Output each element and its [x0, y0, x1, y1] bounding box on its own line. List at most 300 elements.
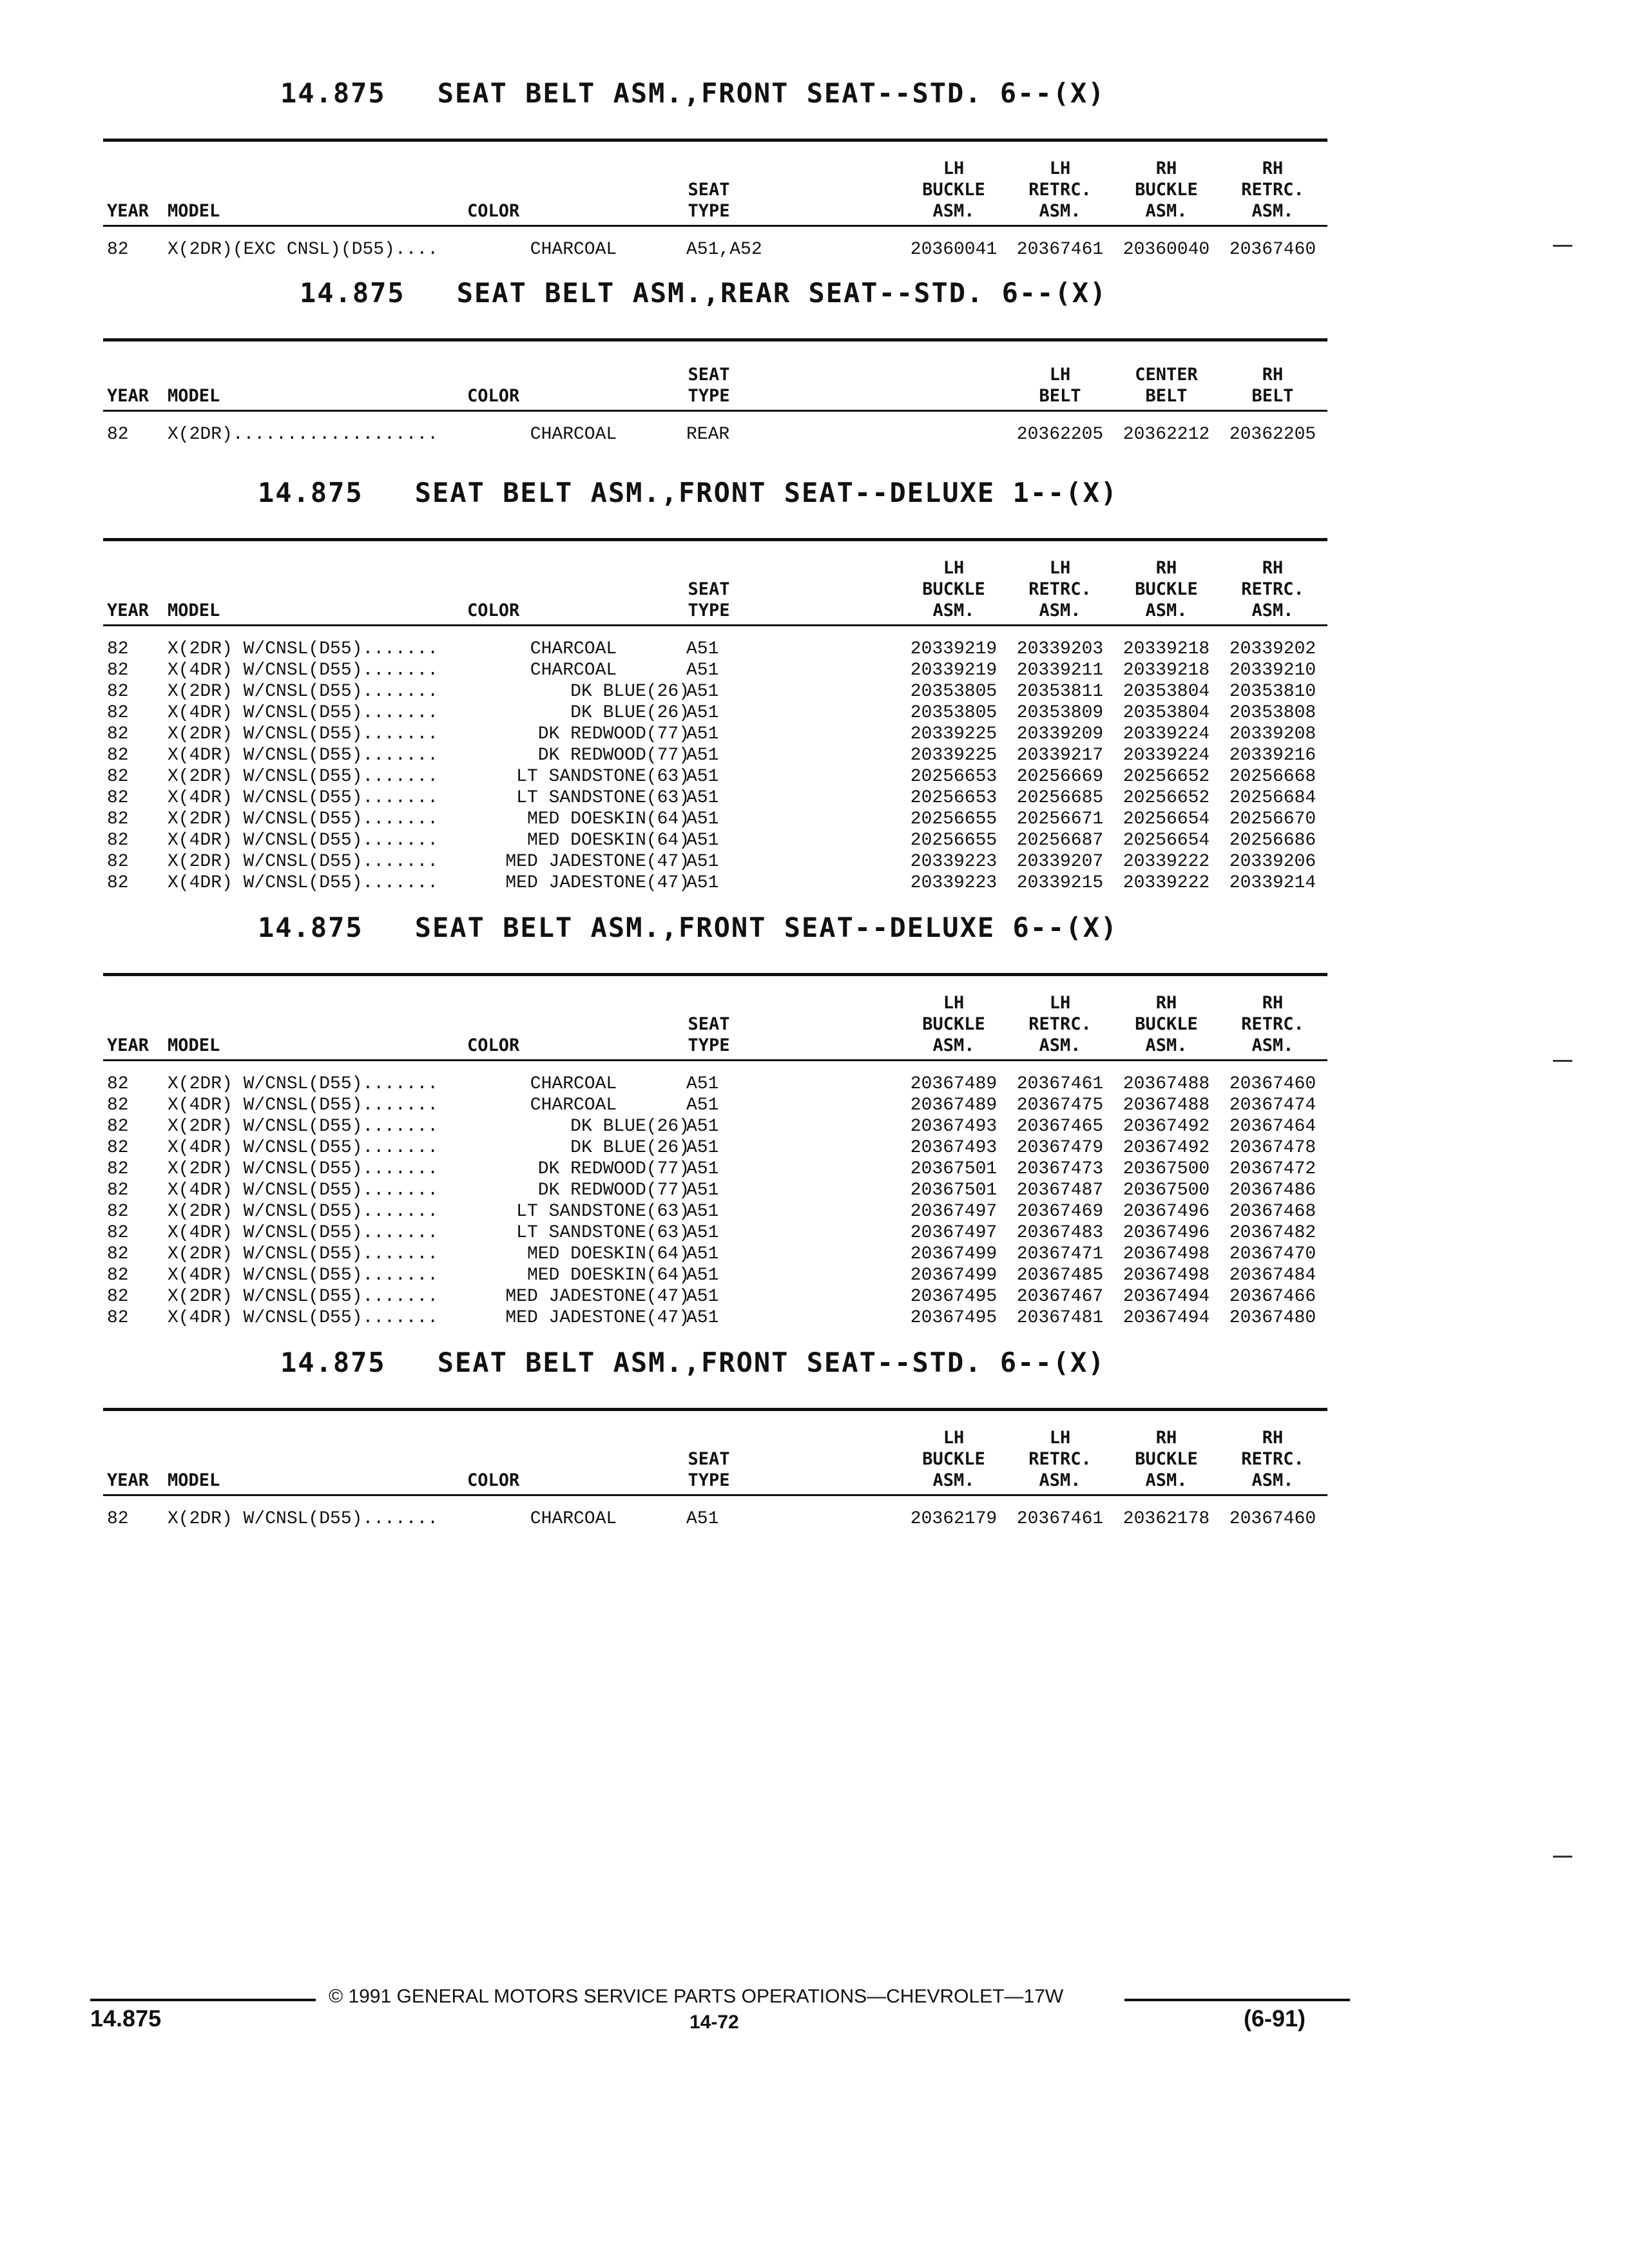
footer-rule-right — [1124, 1999, 1350, 2001]
column-header-line: RH — [1262, 159, 1284, 178]
row-part-number: 20367464 — [1229, 1117, 1316, 1137]
section-number: 14.875 — [300, 277, 405, 309]
column-header-line: ASM. — [1251, 201, 1294, 221]
row-year: 82 — [107, 1244, 129, 1264]
column-header-line: RETRC. — [1028, 180, 1092, 200]
column-header-line: RH — [1262, 993, 1284, 1013]
row-part-number: 20367496 — [1123, 1223, 1210, 1243]
part-number-column-header — [902, 557, 1005, 621]
row-part-number: 20339218 — [1123, 639, 1210, 659]
year-column-header: YEAR — [107, 1470, 149, 1490]
parts-section — [103, 277, 1327, 445]
section-number: 14.875 — [280, 1347, 386, 1378]
row-part-number: 20367461 — [1016, 240, 1104, 260]
table-row — [103, 809, 1327, 830]
row-model: X(2DR) W/CNSL(D55)....... — [168, 724, 439, 744]
seat-type-header-line: SEAT — [688, 180, 730, 200]
row-part-number: 20339223 — [910, 852, 998, 872]
column-header-line: ASM. — [932, 601, 975, 620]
row-color: DK REDWOOD(77) — [537, 1159, 689, 1179]
row-seat-type: A51 — [686, 1117, 719, 1137]
seat-type-column-header — [670, 364, 747, 407]
row-color: LT SANDSTONE(63) — [516, 788, 689, 808]
part-number-column-header — [1008, 992, 1112, 1056]
row-year: 82 — [107, 1509, 129, 1529]
table-row — [103, 830, 1327, 851]
row-seat-type: A51 — [686, 788, 719, 808]
row-seat-type: A51 — [686, 1244, 719, 1264]
column-header-line: ASM. — [932, 201, 975, 221]
parts-section — [103, 77, 1327, 260]
column-header-line: LH — [943, 993, 965, 1013]
part-number-column-header — [1008, 557, 1112, 621]
column-header-line: ASM. — [1039, 1470, 1081, 1490]
table-row — [103, 1073, 1327, 1095]
part-number-column-header — [1115, 992, 1218, 1056]
row-color: MED DOESKIN(64) — [526, 1244, 689, 1264]
row-color: LT SANDSTONE(63) — [516, 1202, 689, 1222]
row-model: X(2DR) W/CNSL(D55)....... — [168, 852, 439, 872]
model-column-header: MODEL — [168, 386, 220, 406]
row-color: CHARCOAL — [530, 1095, 617, 1115]
row-color: DK REDWOOD(77) — [537, 724, 689, 744]
row-part-number: 20353808 — [1229, 703, 1316, 723]
column-header-line: BUCKLE — [1135, 1449, 1198, 1469]
row-year: 82 — [107, 745, 129, 765]
row-part-number: 20367495 — [910, 1308, 998, 1328]
row-part-number: 20367494 — [1123, 1308, 1210, 1328]
table-row — [103, 724, 1327, 745]
row-model: X(4DR) W/CNSL(D55)....... — [168, 1308, 439, 1328]
row-seat-type: A51 — [686, 1202, 719, 1222]
row-model: X(4DR) W/CNSL(D55)....... — [168, 831, 439, 850]
section-heading: SEAT BELT ASM.,FRONT SEAT--DELUXE 6--(X) — [414, 912, 1119, 943]
part-number-column-header — [1008, 364, 1112, 407]
column-header-line: CENTER — [1135, 365, 1198, 385]
color-column-header: COLOR — [467, 1470, 520, 1490]
table-row — [103, 660, 1327, 681]
column-header-line: BUCKLE — [922, 579, 985, 599]
row-model: X(4DR) W/CNSL(D55)....... — [168, 703, 439, 723]
margin-tick — [1553, 245, 1572, 247]
footer-copyright: © 1991 GENERAL MOTORS SERVICE PARTS OPERATIONS—CHEVROLET—17W — [329, 1986, 1064, 2007]
row-part-number: 20339225 — [910, 724, 998, 744]
row-part-number: 20367469 — [1016, 1202, 1104, 1222]
column-header-line: RETRC. — [1241, 579, 1304, 599]
part-number-column-header — [1115, 158, 1218, 222]
header-top-rule — [103, 973, 1327, 976]
row-part-number: 20367497 — [910, 1223, 998, 1243]
row-year: 82 — [107, 1223, 129, 1243]
row-year: 82 — [107, 1095, 129, 1115]
column-header-line: ASM. — [1145, 1470, 1188, 1490]
row-part-number: 20367466 — [1229, 1287, 1316, 1307]
row-part-number: 20367489 — [910, 1074, 998, 1094]
row-part-number: 20367489 — [910, 1095, 998, 1115]
row-part-number: 20367493 — [910, 1138, 998, 1158]
row-model: X(2DR) W/CNSL(D55)....... — [168, 1074, 439, 1094]
table-row — [103, 1158, 1327, 1180]
part-number-column-header — [1221, 1427, 1324, 1491]
column-header-line: RH — [1262, 1428, 1284, 1448]
header-top-rule — [103, 538, 1327, 541]
row-seat-type: A51 — [686, 1074, 719, 1094]
row-part-number: 20339206 — [1229, 852, 1316, 872]
column-header-line: ASM. — [932, 1035, 975, 1055]
table-row — [103, 766, 1327, 787]
row-part-number: 20367471 — [1016, 1244, 1104, 1264]
row-part-number: 20367465 — [1016, 1117, 1104, 1137]
row-part-number: 20339209 — [1016, 724, 1104, 744]
row-seat-type: A51 — [686, 1287, 719, 1307]
row-part-number: 20353805 — [910, 682, 998, 702]
row-seat-type: REAR — [686, 425, 730, 445]
table-row — [103, 1307, 1327, 1329]
row-color: MED DOESKIN(64) — [526, 831, 689, 850]
row-part-number: 20339218 — [1123, 660, 1210, 680]
row-part-number: 20360040 — [1123, 240, 1210, 260]
column-header-line: RH — [1155, 558, 1177, 578]
seat-type-header-line: TYPE — [688, 601, 730, 620]
row-color: DK REDWOOD(77) — [537, 745, 689, 765]
table-row — [103, 787, 1327, 809]
part-number-column-header — [902, 158, 1005, 222]
row-model: X(4DR) W/CNSL(D55)....... — [168, 745, 439, 765]
row-part-number: 20256655 — [910, 809, 998, 829]
row-year: 82 — [107, 1138, 129, 1158]
row-seat-type: A51 — [686, 852, 719, 872]
row-color: CHARCOAL — [530, 639, 617, 659]
row-part-number: 20367492 — [1123, 1117, 1210, 1137]
row-year: 82 — [107, 767, 129, 787]
column-header-line: RETRC. — [1241, 180, 1304, 200]
row-seat-type: A51 — [686, 831, 719, 850]
row-seat-type: A51,A52 — [686, 240, 762, 260]
seat-type-column-header — [670, 1014, 747, 1056]
row-seat-type: A51 — [686, 1159, 719, 1179]
row-part-number: 20256669 — [1016, 767, 1104, 787]
section-heading: SEAT BELT ASM.,FRONT SEAT--STD. 6--(X) — [437, 77, 1106, 109]
row-part-number: 20367485 — [1016, 1265, 1104, 1285]
row-part-number: 20353804 — [1123, 682, 1210, 702]
column-header-line: RETRC. — [1241, 1449, 1304, 1469]
model-column-header: MODEL — [168, 1035, 220, 1055]
row-year: 82 — [107, 1287, 129, 1307]
section-number: 14.875 — [280, 77, 386, 109]
seat-type-column-header — [670, 579, 747, 621]
table-row — [103, 1244, 1327, 1265]
section-heading: SEAT BELT ASM.,FRONT SEAT--STD. 6--(X) — [437, 1347, 1106, 1378]
row-part-number: 20339207 — [1016, 852, 1104, 872]
row-color: DK BLUE(26) — [570, 682, 689, 702]
row-year: 82 — [107, 809, 129, 829]
column-header-line: ASM. — [1251, 601, 1294, 620]
column-header-line: RETRC. — [1028, 1449, 1092, 1469]
row-model: X(2DR)(EXC CNSL)(D55).... — [168, 240, 439, 260]
seat-type-column-header — [670, 1448, 747, 1491]
row-year: 82 — [107, 639, 129, 659]
row-part-number: 20367499 — [910, 1265, 998, 1285]
row-part-number: 20256652 — [1123, 788, 1210, 808]
column-header-line: RH — [1155, 1428, 1177, 1448]
row-model: X(2DR) W/CNSL(D55)....... — [168, 639, 439, 659]
row-part-number: 20256654 — [1123, 809, 1210, 829]
part-number-column-header — [1115, 364, 1218, 407]
parts-section — [103, 1347, 1327, 1529]
row-part-number: 20367486 — [1229, 1180, 1316, 1200]
row-year: 82 — [107, 1180, 129, 1200]
row-year: 82 — [107, 852, 129, 872]
row-model: X(4DR) W/CNSL(D55)....... — [168, 1138, 439, 1158]
row-part-number: 20367498 — [1123, 1244, 1210, 1264]
column-header-line: BUCKLE — [1135, 180, 1198, 200]
row-year: 82 — [107, 1202, 129, 1222]
row-part-number: 20339208 — [1229, 724, 1316, 744]
column-header-line: BELT — [1251, 386, 1294, 406]
row-part-number: 20367500 — [1123, 1180, 1210, 1200]
margin-tick — [1553, 1856, 1572, 1858]
seat-type-header-line: SEAT — [688, 1449, 730, 1469]
part-number-column-header — [902, 1427, 1005, 1491]
part-number-column-header — [1008, 1427, 1112, 1491]
header-top-rule — [103, 338, 1327, 341]
model-column-header: MODEL — [168, 201, 220, 221]
column-header-line: ASM. — [932, 1470, 975, 1490]
row-color: MED DOESKIN(64) — [526, 809, 689, 829]
row-color: LT SANDSTONE(63) — [516, 767, 689, 787]
row-part-number: 20367483 — [1016, 1223, 1104, 1243]
part-number-column-header — [1221, 557, 1324, 621]
row-part-number: 20256685 — [1016, 788, 1104, 808]
seat-type-header-line: SEAT — [688, 365, 730, 385]
row-part-number: 20362205 — [1229, 425, 1316, 445]
column-header-line: ASM. — [1145, 1035, 1188, 1055]
section-title — [258, 477, 1327, 515]
row-part-number: 20256668 — [1229, 767, 1316, 787]
color-column-header: COLOR — [467, 201, 520, 221]
row-model: X(2DR) W/CNSL(D55)....... — [168, 1244, 439, 1264]
column-header-line: ASM. — [1039, 1035, 1081, 1055]
column-header-line: LH — [1049, 1428, 1071, 1448]
row-part-number: 20256652 — [1123, 767, 1210, 787]
column-header-line: RH — [1155, 993, 1177, 1013]
row-part-number: 20353805 — [910, 703, 998, 723]
table-row — [103, 639, 1327, 660]
row-part-number: 20256653 — [910, 767, 998, 787]
row-part-number: 20367480 — [1229, 1308, 1316, 1328]
row-part-number: 20339203 — [1016, 639, 1104, 659]
row-part-number: 20367461 — [1016, 1509, 1104, 1529]
row-seat-type: A51 — [686, 660, 719, 680]
row-part-number: 20339202 — [1229, 639, 1316, 659]
row-year: 82 — [107, 703, 129, 723]
row-color: DK REDWOOD(77) — [537, 1180, 689, 1200]
row-part-number: 20367482 — [1229, 1223, 1316, 1243]
row-year: 82 — [107, 660, 129, 680]
row-part-number: 20367481 — [1016, 1308, 1104, 1328]
parts-section — [103, 477, 1327, 893]
row-part-number: 20339222 — [1123, 873, 1210, 893]
row-part-number: 20367473 — [1016, 1159, 1104, 1179]
seat-type-header-line: TYPE — [688, 201, 730, 221]
part-number-column-header — [1008, 158, 1112, 222]
column-header-line: BUCKLE — [922, 1449, 985, 1469]
row-year: 82 — [107, 1265, 129, 1285]
row-part-number: 20339224 — [1123, 724, 1210, 744]
table-row — [103, 1137, 1327, 1158]
row-year: 82 — [107, 1308, 129, 1328]
seat-type-header-line: SEAT — [688, 579, 730, 599]
row-part-number: 20339219 — [910, 639, 998, 659]
row-part-number: 20256684 — [1229, 788, 1316, 808]
color-column-header: COLOR — [467, 601, 520, 620]
column-header-line: BUCKLE — [922, 1014, 985, 1034]
row-model: X(4DR) W/CNSL(D55)....... — [168, 1180, 439, 1200]
row-part-number: 20367493 — [910, 1117, 998, 1137]
row-part-number: 20256686 — [1229, 831, 1316, 850]
row-seat-type: A51 — [686, 873, 719, 893]
row-year: 82 — [107, 831, 129, 850]
row-part-number: 20362212 — [1123, 425, 1210, 445]
row-seat-type: A51 — [686, 1138, 719, 1158]
row-part-number: 20339214 — [1229, 873, 1316, 893]
row-seat-type: A51 — [686, 703, 719, 723]
row-part-number: 20367460 — [1229, 240, 1316, 260]
column-header-line: RETRC. — [1241, 1014, 1304, 1034]
row-part-number: 20339211 — [1016, 660, 1104, 680]
table-row — [103, 1265, 1327, 1286]
row-part-number: 20367495 — [910, 1287, 998, 1307]
row-part-number: 20360041 — [910, 240, 998, 260]
row-color: CHARCOAL — [530, 660, 617, 680]
header-bottom-rule — [103, 1494, 1327, 1496]
section-number: 14.875 — [258, 477, 363, 508]
row-part-number: 20367488 — [1123, 1095, 1210, 1115]
table-row — [103, 851, 1327, 872]
row-part-number: 20339215 — [1016, 873, 1104, 893]
row-year: 82 — [107, 425, 129, 445]
row-part-number: 20362178 — [1123, 1509, 1210, 1529]
row-year: 82 — [107, 724, 129, 744]
seat-type-column-header — [670, 179, 747, 222]
table-row — [103, 1180, 1327, 1201]
row-part-number: 20367470 — [1229, 1244, 1316, 1264]
row-part-number: 20339216 — [1229, 745, 1316, 765]
row-color: MED JADESTONE(47) — [505, 1308, 689, 1328]
row-part-number: 20367487 — [1016, 1180, 1104, 1200]
column-header-line: ASM. — [1145, 201, 1188, 221]
row-part-number: 20339219 — [910, 660, 998, 680]
row-model: X(2DR) W/CNSL(D55)....... — [168, 1117, 439, 1137]
column-header-line: ASM. — [1145, 601, 1188, 620]
row-seat-type: A51 — [686, 1265, 719, 1285]
row-year: 82 — [107, 873, 129, 893]
model-column-header: MODEL — [168, 601, 220, 620]
column-header-line: LH — [943, 1428, 965, 1448]
column-header-line: BELT — [1039, 386, 1081, 406]
column-header-line: LH — [943, 159, 965, 178]
row-seat-type: A51 — [686, 809, 719, 829]
year-column-header: YEAR — [107, 1035, 149, 1055]
row-model: X(4DR) W/CNSL(D55)....... — [168, 1265, 439, 1285]
column-header-line: BELT — [1145, 386, 1188, 406]
header-bottom-rule — [103, 225, 1327, 227]
column-header-line: LH — [943, 558, 965, 578]
table-row — [103, 681, 1327, 702]
row-year: 82 — [107, 240, 129, 260]
part-number-column-header — [1115, 557, 1218, 621]
column-header-line: ASM. — [1251, 1035, 1294, 1055]
row-part-number: 20367461 — [1016, 1074, 1104, 1094]
row-model: X(2DR) W/CNSL(D55)....... — [168, 809, 439, 829]
row-color: DK BLUE(26) — [570, 1117, 689, 1137]
row-seat-type: A51 — [686, 1180, 719, 1200]
row-seat-type: A51 — [686, 767, 719, 787]
row-part-number: 20256671 — [1016, 809, 1104, 829]
row-part-number: 20256653 — [910, 788, 998, 808]
row-color: MED JADESTONE(47) — [505, 1287, 689, 1307]
part-number-column-header — [1115, 1427, 1218, 1491]
row-color: DK BLUE(26) — [570, 1138, 689, 1158]
row-seat-type: A51 — [686, 745, 719, 765]
row-year: 82 — [107, 682, 129, 702]
row-part-number: 20353810 — [1229, 682, 1316, 702]
row-part-number: 20367484 — [1229, 1265, 1316, 1285]
row-part-number: 20367468 — [1229, 1202, 1316, 1222]
row-model: X(4DR) W/CNSL(D55)....... — [168, 873, 439, 893]
table-row — [103, 239, 1327, 260]
row-part-number: 20256670 — [1229, 809, 1316, 829]
section-title — [258, 912, 1327, 950]
row-part-number: 20339225 — [910, 745, 998, 765]
row-part-number: 20367501 — [910, 1180, 998, 1200]
row-model: X(4DR) W/CNSL(D55)....... — [168, 1095, 439, 1115]
row-part-number: 20367494 — [1123, 1287, 1210, 1307]
row-year: 82 — [107, 1074, 129, 1094]
row-part-number: 20367499 — [910, 1244, 998, 1264]
column-header-line: ASM. — [1251, 1470, 1294, 1490]
section-heading: SEAT BELT ASM.,REAR SEAT--STD. 6--(X) — [456, 277, 1108, 309]
row-color: MED JADESTONE(47) — [505, 852, 689, 872]
row-year: 82 — [107, 788, 129, 808]
row-color: MED JADESTONE(47) — [505, 873, 689, 893]
row-part-number: 20367501 — [910, 1159, 998, 1179]
row-seat-type: A51 — [686, 1223, 719, 1243]
row-part-number: 20256687 — [1016, 831, 1104, 850]
row-part-number: 20367488 — [1123, 1074, 1210, 1094]
column-header-line: LH — [1049, 159, 1071, 178]
row-model: X(2DR) W/CNSL(D55)....... — [168, 1159, 439, 1179]
table-row — [103, 424, 1327, 445]
table-row — [103, 702, 1327, 724]
table-row — [103, 1095, 1327, 1116]
section-title — [280, 77, 1327, 116]
parts-section — [103, 912, 1327, 1328]
row-part-number: 20367498 — [1123, 1265, 1210, 1285]
row-part-number: 20353809 — [1016, 703, 1104, 723]
row-part-number: 20256655 — [910, 831, 998, 850]
row-seat-type: A51 — [686, 682, 719, 702]
row-seat-type: A51 — [686, 1095, 719, 1115]
header-top-rule — [103, 1408, 1327, 1411]
year-column-header: YEAR — [107, 601, 149, 620]
row-color: DK BLUE(26) — [570, 703, 689, 723]
row-color: CHARCOAL — [530, 1074, 617, 1094]
row-part-number: 20339217 — [1016, 745, 1104, 765]
row-part-number: 20339210 — [1229, 660, 1316, 680]
row-part-number: 20339222 — [1123, 852, 1210, 872]
row-seat-type: A51 — [686, 1509, 719, 1529]
